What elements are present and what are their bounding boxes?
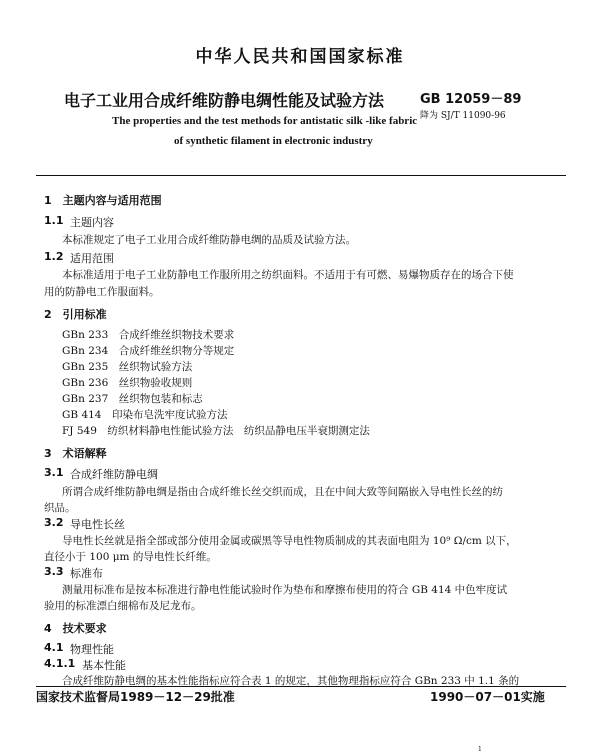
reference-item: FJ 549 纺织材料静电性能试验方法 纺织品静电压半衰期测定法 bbox=[62, 425, 370, 437]
section-4-1-number: 4.1 bbox=[44, 641, 64, 654]
reference-item: GBn 235 丝织物试验方法 bbox=[62, 361, 193, 373]
section-1-1-text: 本标准规定了电子工业用合成纤维防静电绸的品质及试验方法。 bbox=[62, 234, 356, 246]
reference-item: GB 414 印染布皂洗牢度试验方法 bbox=[62, 409, 228, 421]
section-4-1-title: 物理性能 bbox=[70, 643, 114, 656]
header-divider bbox=[36, 175, 566, 176]
section-3-3-text-line-1: 测量用标准布是按本标准进行静电性能试验时作为垫布和摩擦布使用的符合 GB 414 中色牢度试 bbox=[62, 584, 508, 596]
section-3-heading: 3 术语解释 bbox=[44, 447, 107, 460]
reference-item: GBn 234 合成纤维丝织物分等规定 bbox=[62, 345, 235, 357]
standard-code: GB 12059－89 bbox=[420, 92, 522, 107]
section-1-2-title: 适用范围 bbox=[70, 252, 114, 265]
approval-date: 国家技术监督局1989－12－29批准 bbox=[36, 690, 235, 704]
section-3-2-title: 导电性长丝 bbox=[70, 518, 125, 531]
section-4-heading: 4 技术要求 bbox=[44, 622, 107, 635]
section-3-2-text-line-2: 直径小于 100 μm 的导电性长纤维。 bbox=[44, 551, 217, 563]
national-standard-heading: 中华人民共和国国家标准 bbox=[195, 47, 405, 67]
section-1-2-text-line-2: 用的防静电工作服面料。 bbox=[44, 286, 160, 298]
replacement-note: 降为 SJ/T 11090-96 bbox=[420, 111, 506, 121]
footer-divider bbox=[36, 686, 566, 687]
section-4-1-1-number: 4.1.1 bbox=[44, 657, 76, 670]
page-mark: 1 bbox=[478, 746, 482, 753]
section-3-1-number: 3.1 bbox=[44, 466, 64, 479]
section-3-2-text-line-1: 导电性长丝就是指全部或部分使用金属或碳黑等导电性物质制成的其表面电阻为 10⁹ Ω/cm 以下， bbox=[62, 535, 517, 547]
english-title-line-1: The properties and the test methods for antistatic silk -like fabric bbox=[112, 115, 418, 127]
reference-item: GBn 236 丝织物验收规则 bbox=[62, 377, 193, 389]
section-3-2-number: 3.2 bbox=[44, 516, 64, 529]
reference-item: GBn 237 丝织物包装和标志 bbox=[62, 393, 203, 405]
effective-date: 1990－07－01实施 bbox=[430, 690, 545, 704]
english-title-line-2: of synthetic filament in electronic industry bbox=[174, 135, 373, 147]
section-1-1-number: 1.1 bbox=[44, 214, 64, 227]
section-4-1-1-text: 合成纤维防静电绸的基本性能指标应符合表 1 的规定，其他物理指标应符合 GBn 233 中 1.1 条的 bbox=[62, 675, 520, 687]
section-3-1-text-line-2: 织品。 bbox=[44, 502, 76, 514]
section-1-2-number: 1.2 bbox=[44, 250, 64, 263]
section-4-1-1-title: 基本性能 bbox=[82, 659, 126, 672]
section-2-heading: 2 引用标准 bbox=[44, 308, 107, 321]
section-1-1-title: 主题内容 bbox=[70, 216, 114, 229]
section-3-1-title: 合成纤维防静电绸 bbox=[70, 468, 158, 481]
section-3-3-title: 标准布 bbox=[70, 567, 103, 580]
document-title: 电子工业用合成纤维防静电绸性能及试验方法 bbox=[64, 91, 385, 110]
section-3-3-text-line-2: 验用的标准漂白细棉布及尼龙布。 bbox=[44, 600, 202, 612]
section-1-2-text-line-1: 本标准适用于电子工业防静电工作服所用之纺织面料。不适用于有可燃、易爆物质存在的场合下使 bbox=[62, 269, 514, 281]
reference-item: GBn 233 合成纤维丝织物技术要求 bbox=[62, 329, 235, 341]
section-3-3-number: 3.3 bbox=[44, 565, 64, 578]
section-3-1-text-line-1: 所谓合成纤维防静电绸是指由合成纤维长丝交织而成，且在中间大致等间隔嵌入导电性长丝的纺 bbox=[62, 486, 503, 498]
section-1-heading: 1 主题内容与适用范围 bbox=[44, 194, 162, 207]
